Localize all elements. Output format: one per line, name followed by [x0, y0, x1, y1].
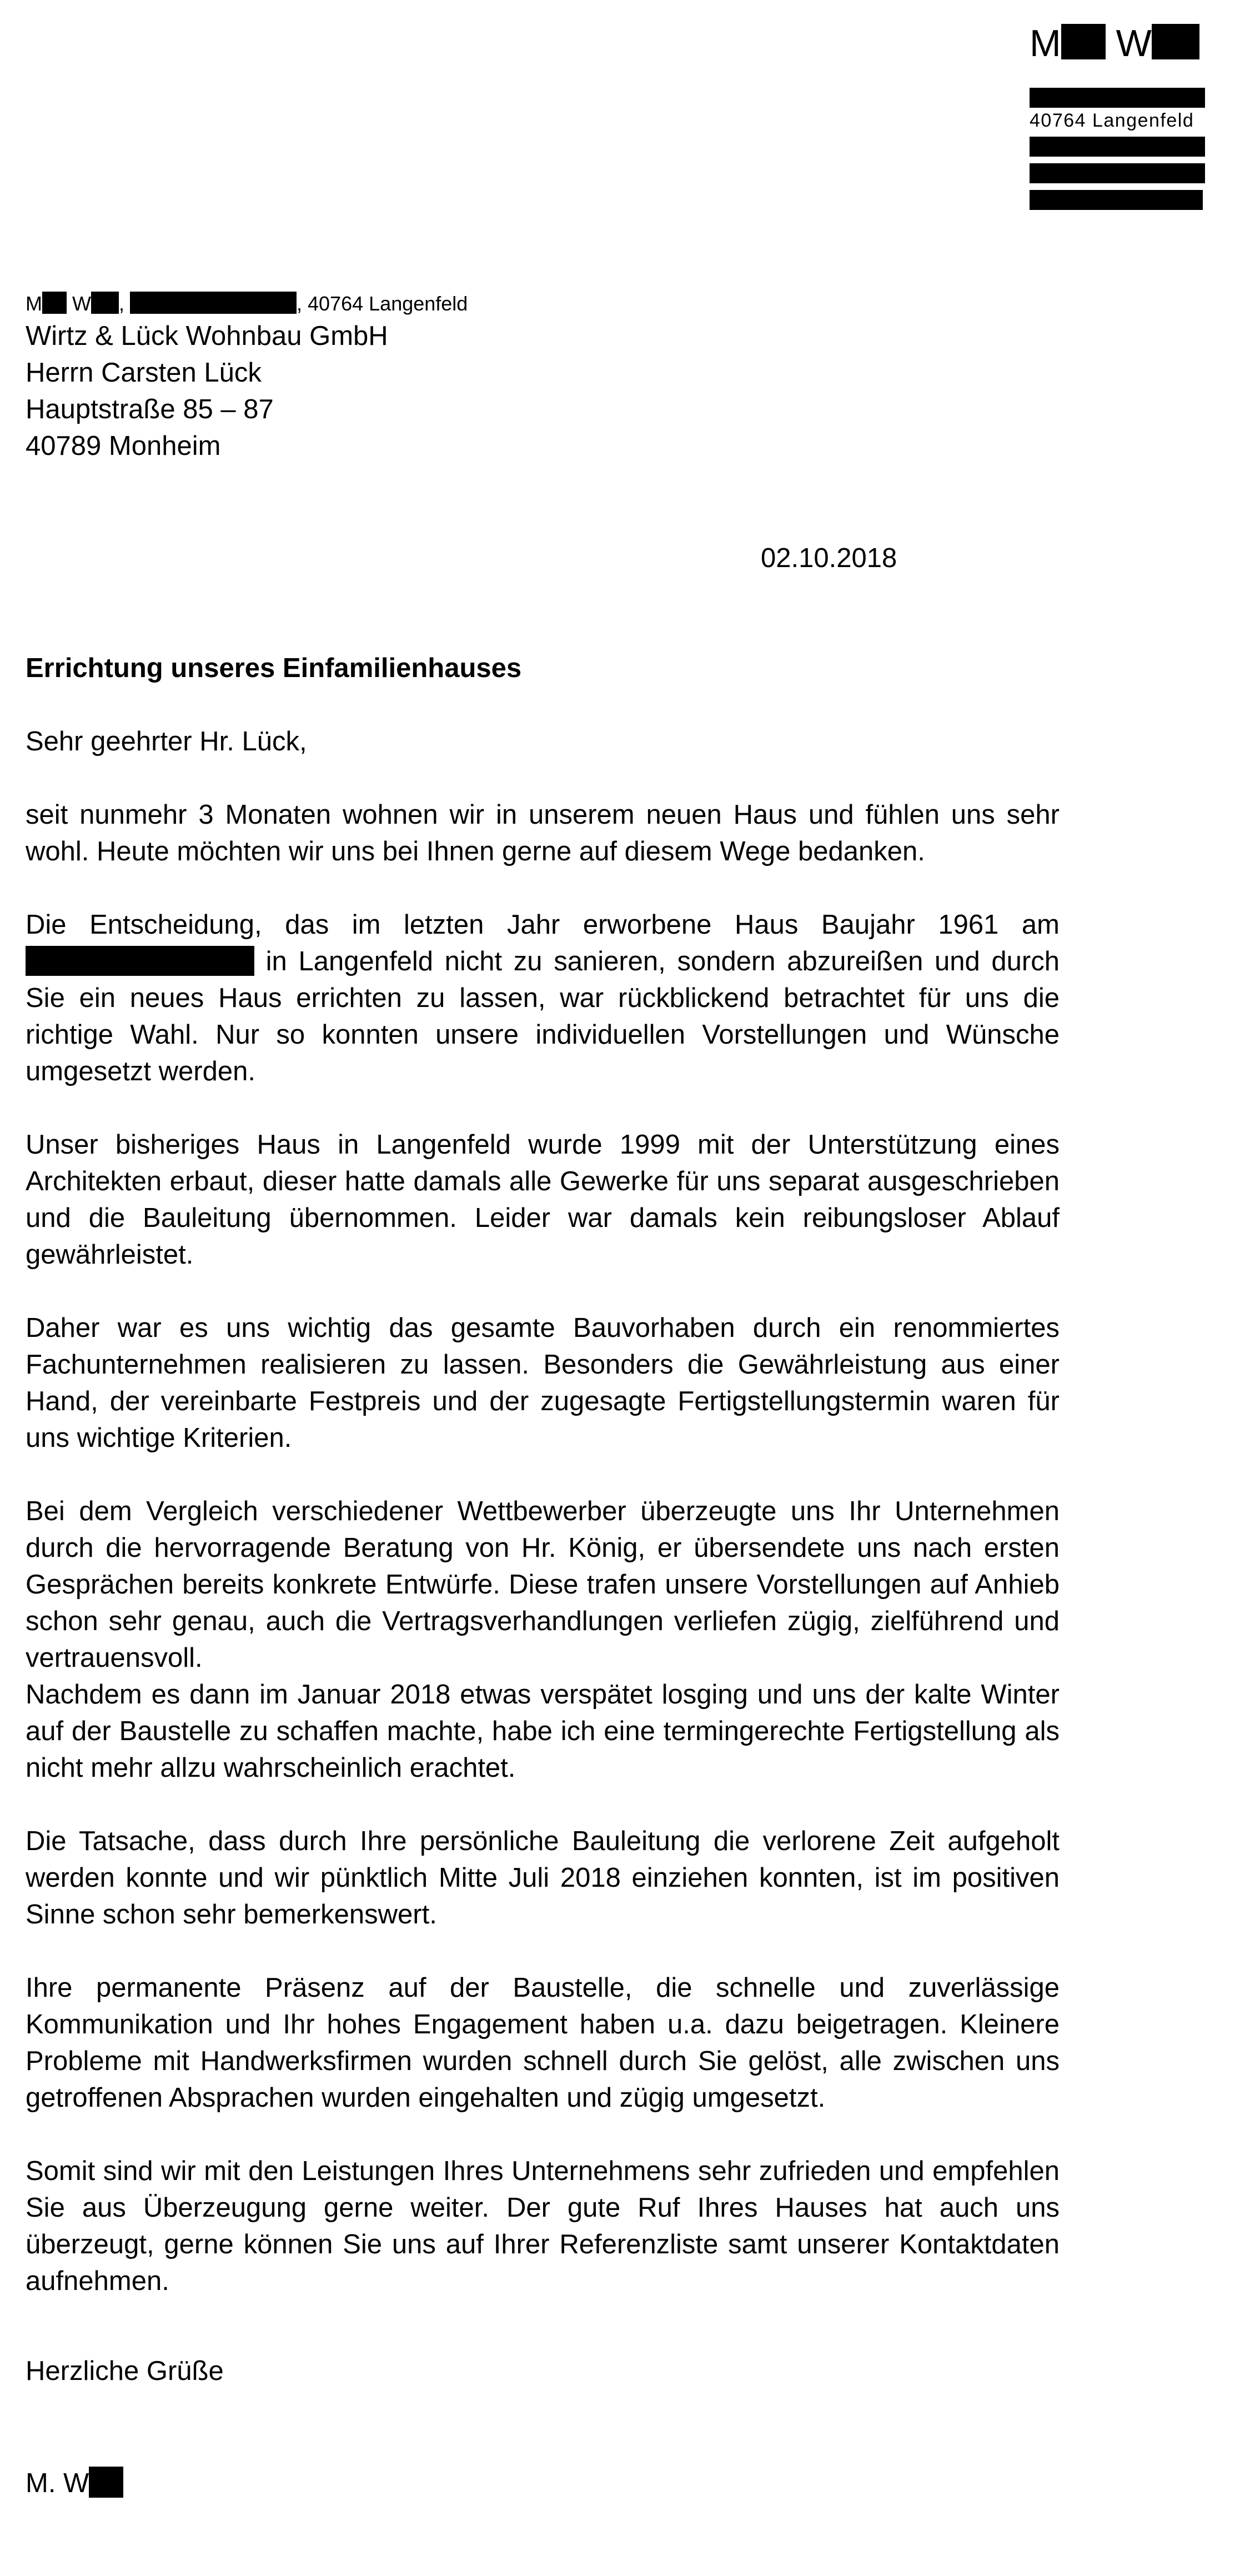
redaction-block [130, 292, 297, 314]
redaction-block [1030, 88, 1205, 108]
return-address-line [26, 291, 468, 317]
redaction-block [42, 292, 67, 314]
recipient-person: Herrn Carsten Lück [26, 358, 262, 388]
redaction-block [1061, 24, 1106, 59]
paragraph-text [26, 906, 1060, 1090]
body-paragraph-6 [26, 1676, 1060, 1786]
letter-date: 02.10.2018 [761, 543, 897, 573]
body-paragraph-5 [26, 1493, 1060, 1676]
return-last-initial: W [72, 292, 91, 315]
paragraph-text: Unser bisheriges Haus in Langenfeld wurde 1999 mit der Unterstützung eines Architekten erbaut, dieser hatte damals alle Gewerke für uns separat ausgeschrieben und die Bauleitung übernommen. Leider war damals kein reibungsloser Ablauf gewährleistet. [26, 1130, 1060, 1270]
paragraph-text: Ihre permanente Präsenz auf der Baustelle, die schnelle und zuverlässige Kommunikation und Ihr hohes Engagement haben u.a. dazu beigetragen. Kleinere Probleme mit Handwerksfirmen wurden schnell durch Sie gelöst, alle zwischen uns getroffenen Absprachen wurden eingehalten und zügig umgesetzt. [26, 1973, 1060, 2113]
letter-subject: Errichtung unseres Einfamilienhauses [26, 653, 522, 683]
body-paragraph-4 [26, 1310, 1060, 1456]
sender-name [1030, 21, 1207, 66]
signature [26, 2465, 123, 2502]
return-first-initial: M [26, 292, 42, 315]
signature-text: M. W [26, 2468, 89, 2498]
body-paragraph-7 [26, 1823, 1060, 1933]
body-paragraph-8 [26, 1969, 1060, 2116]
paragraph-text: Bei dem Vergleich verschiedener Wettbewerber überzeugte uns Ihr Unternehmen durch die hervorragende Beratung von Hr. König, er übersendete uns nach ersten Gesprächen bereits konkrete Entwürfe. Diese trafen unsere Vorstellungen auf Anhieb schon sehr genau, auch die Vertragsverhandlungen verliefen zügig, zielführend und vertrauensvoll. [26, 1496, 1060, 1673]
paragraph-text: Die Tatsache, dass durch Ihre persönliche Bauleitung die verlorene Zeit aufgeholt werden konnte und wir pünktlich Mitte Juli 2018 einziehen konnten, ist im positiven Sinne schon sehr bemerkenswert. [26, 1826, 1060, 1930]
paragraph-text: Nachdem es dann im Januar 2018 etwas verspätet losging und uns der kalte Winter auf der Baustelle zu schaffen machte, habe ich eine termingerechte Fertigstellung als nicht mehr allzu wahrscheinlich erachtet. [26, 1680, 1060, 1783]
paragraph-text-start: Die Entscheidung, das im letzten Jahr erworbene Haus Baujahr 1961 am [26, 910, 1060, 940]
recipient-address [26, 318, 388, 464]
recipient-street: Hauptstraße 85 – 87 [26, 394, 274, 424]
paragraph-text: seit nunmehr 3 Monaten wohnen wir in unserem neuen Haus und fühlen uns sehr wohl. Heute möchten wir uns bei Ihnen gerne auf diesem Wege bedanken. [26, 800, 1060, 866]
paragraph-text-end: in Langenfeld nicht zu sanieren, sondern abzureißen und durch Sie ein neues Haus errichten zu lassen, war rückblickend betrachtet für uns die richtige Wahl. Nur so konnten unsere individuellen Vorstellungen und Wünsche umgesetzt werden. [26, 946, 1060, 1086]
paragraph-text: Daher war es uns wichtig das gesamte Bauvorhaben durch ein renommiertes Fachunternehmen realisieren zu lassen. Besonders die Gewährleistung aus einer Hand, der vereinbarte Festpreis und der zugesagte Fertigstellungstermin waren für uns wichtige Kriterien. [26, 1313, 1060, 1453]
recipient-city: 40789 Monheim [26, 431, 221, 461]
sender-initial-first: M [1030, 22, 1061, 64]
sender-initial-last: W [1116, 22, 1152, 64]
closing: Herzliche Grüße [26, 2356, 224, 2386]
redaction-block [91, 292, 119, 314]
redaction-block [26, 946, 254, 976]
sender-block [1030, 21, 1207, 210]
body-paragraph-2 [26, 906, 1060, 1090]
salutation: Sehr geehrter Hr. Lück, [26, 726, 307, 756]
body-paragraph-3 [26, 1126, 1060, 1273]
redaction-block [1030, 163, 1205, 183]
paragraph-text: Somit sind wir mit den Leistungen Ihres Unternehmens sehr zufrieden und empfehlen Sie aus Überzeugung gerne weiter. Der gute Ruf Ihres Hauses hat auch uns überzeugt, gerne können Sie uns auf Ihrer Referenzliste samt unserer Kontaktdaten aufnehmen. [26, 2156, 1060, 2296]
return-separator: , [119, 292, 125, 315]
redaction-block [1030, 137, 1205, 157]
return-city: , 40764 Langenfeld [297, 292, 468, 315]
sender-city: 40764 Langenfeld [1030, 110, 1194, 131]
body-paragraph-1 [26, 796, 1060, 870]
recipient-company: Wirtz & Lück Wohnbau GmbH [26, 321, 388, 351]
redaction-block [89, 2467, 123, 2498]
redaction-block [1030, 190, 1203, 210]
redaction-block [1152, 24, 1199, 59]
body-paragraph-9 [26, 2153, 1060, 2299]
